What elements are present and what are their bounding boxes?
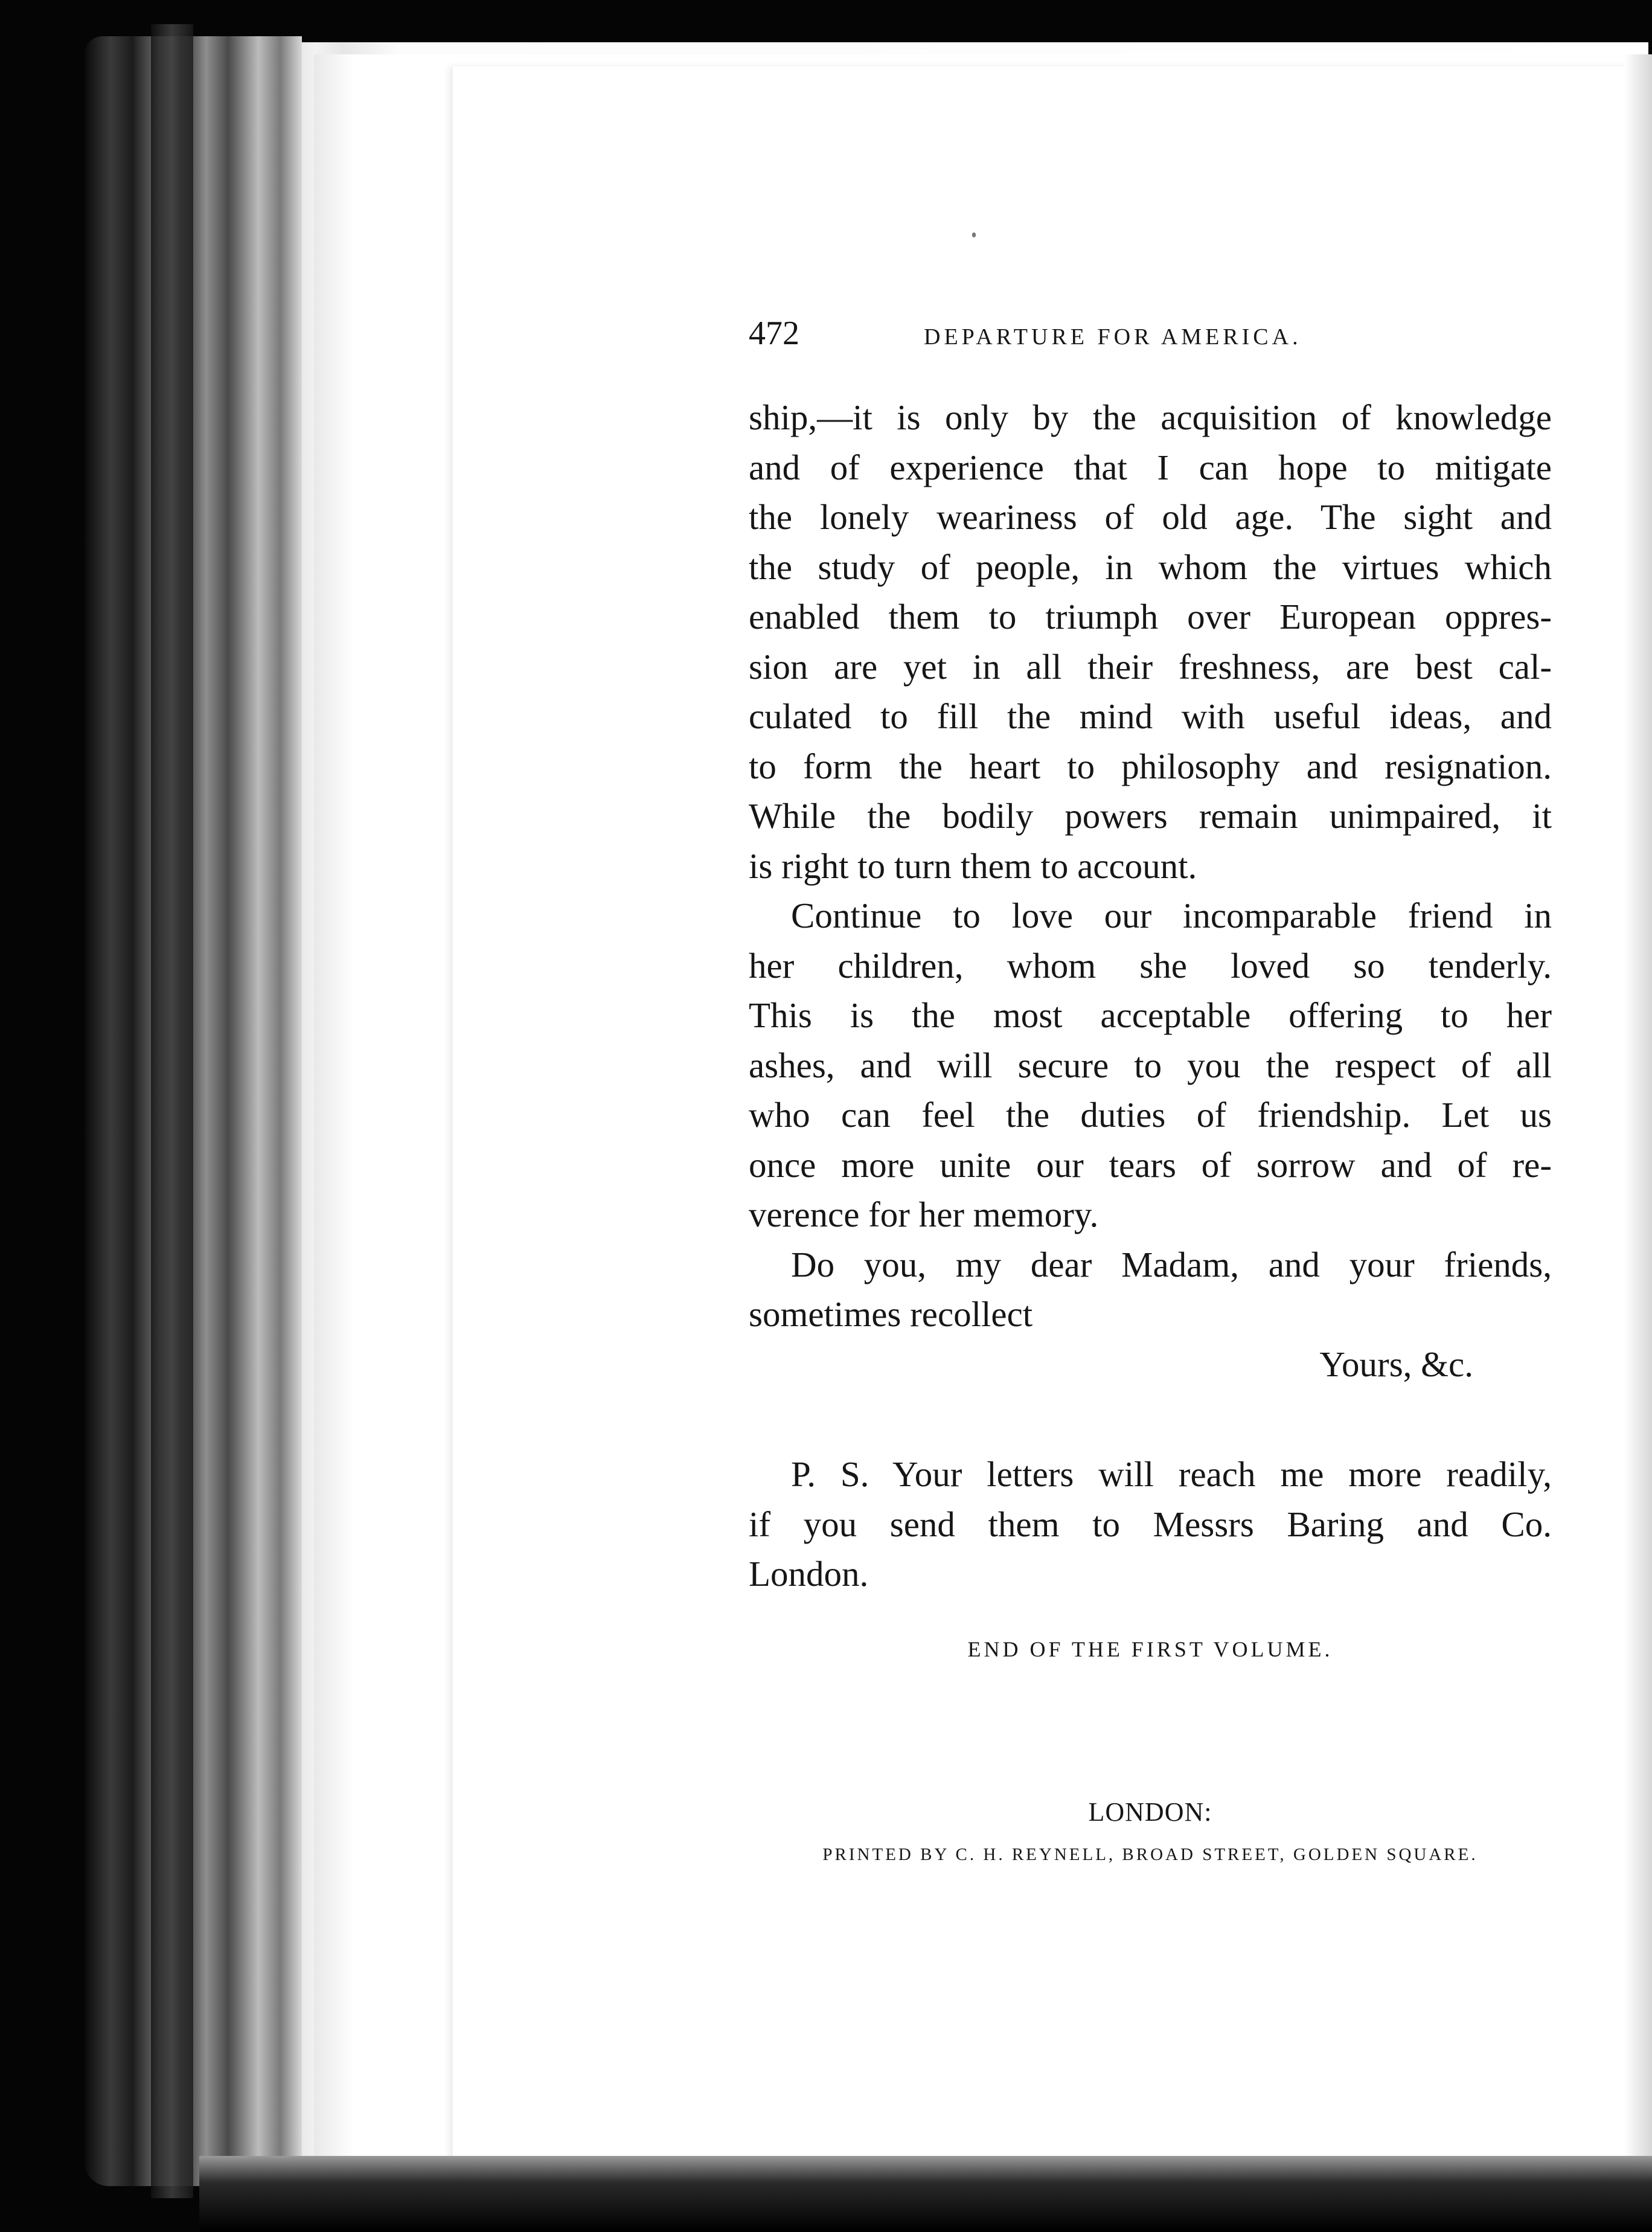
text-line: This is the most acceptable offering to her bbox=[749, 995, 1552, 1035]
text-line: to form the heart to philosophy and resignation. bbox=[749, 746, 1552, 786]
text-line: sometimes recollect bbox=[749, 1294, 1033, 1334]
text-line: verence for her memory. bbox=[749, 1195, 1099, 1234]
text-line: While the bodily powers remain unimpaired, it bbox=[749, 796, 1552, 836]
text-line: sion are yet in all their freshness, are best cal- bbox=[749, 646, 1552, 687]
text-line: once more unite our tears of sorrow and of re- bbox=[749, 1144, 1552, 1185]
body-text bbox=[749, 393, 1552, 1599]
text-line: ashes, and will secure to you the respect of all bbox=[749, 1045, 1552, 1085]
running-head-title: DEPARTURE FOR AMERICA. bbox=[924, 324, 1302, 350]
postscript-line: London. bbox=[749, 1554, 869, 1594]
text-line: who can feel the duties of friendship. Let us bbox=[749, 1095, 1552, 1135]
text-line: enabled them to triumph over European oppres- bbox=[749, 597, 1552, 637]
text-line: ship,—it is only by the acquisition of knowledge bbox=[749, 397, 1552, 437]
text-line: and of experience that I can hope to mitigate bbox=[749, 447, 1552, 487]
text-line: her children, whom she loved so tenderly. bbox=[749, 945, 1552, 986]
page-number: 472 bbox=[749, 315, 799, 352]
page-right-shadow bbox=[1624, 54, 1652, 2168]
paragraph-gap bbox=[749, 1389, 1552, 1449]
text-line: the lonely weariness of old age. The sight and bbox=[749, 497, 1552, 537]
text-line: is right to turn them to account. bbox=[749, 845, 1197, 886]
text-line: culated to fill the mind with useful ideas, and bbox=[749, 696, 1552, 736]
running-head bbox=[749, 314, 1383, 362]
letter-signoff: Yours, &c. bbox=[1319, 1344, 1473, 1384]
book-spine-edge bbox=[85, 36, 302, 2186]
text-line: Do you, my dear Madam, and your friends, bbox=[791, 1244, 1552, 1284]
text-line: Continue to love our incomparable friend in bbox=[791, 896, 1552, 935]
imprint-printer: PRINTED BY C. H. REYNELL, BROAD STREET, GOLDEN SQUARE. bbox=[822, 1845, 1478, 1864]
page-bottom-shadow bbox=[199, 2156, 1652, 2232]
text-line: the study of people, in whom the virtues which bbox=[749, 547, 1552, 587]
end-of-volume-note: END OF THE FIRST VOLUME. bbox=[967, 1637, 1333, 1661]
ink-speck bbox=[972, 232, 976, 237]
imprint-city: LONDON: bbox=[1088, 1797, 1212, 1827]
postscript-line: P. S. Your letters will reach me more readily, bbox=[791, 1454, 1552, 1494]
postscript-line: if you send them to Messrs Baring and Co. bbox=[749, 1504, 1552, 1544]
book-edge-shadow bbox=[151, 24, 193, 2198]
